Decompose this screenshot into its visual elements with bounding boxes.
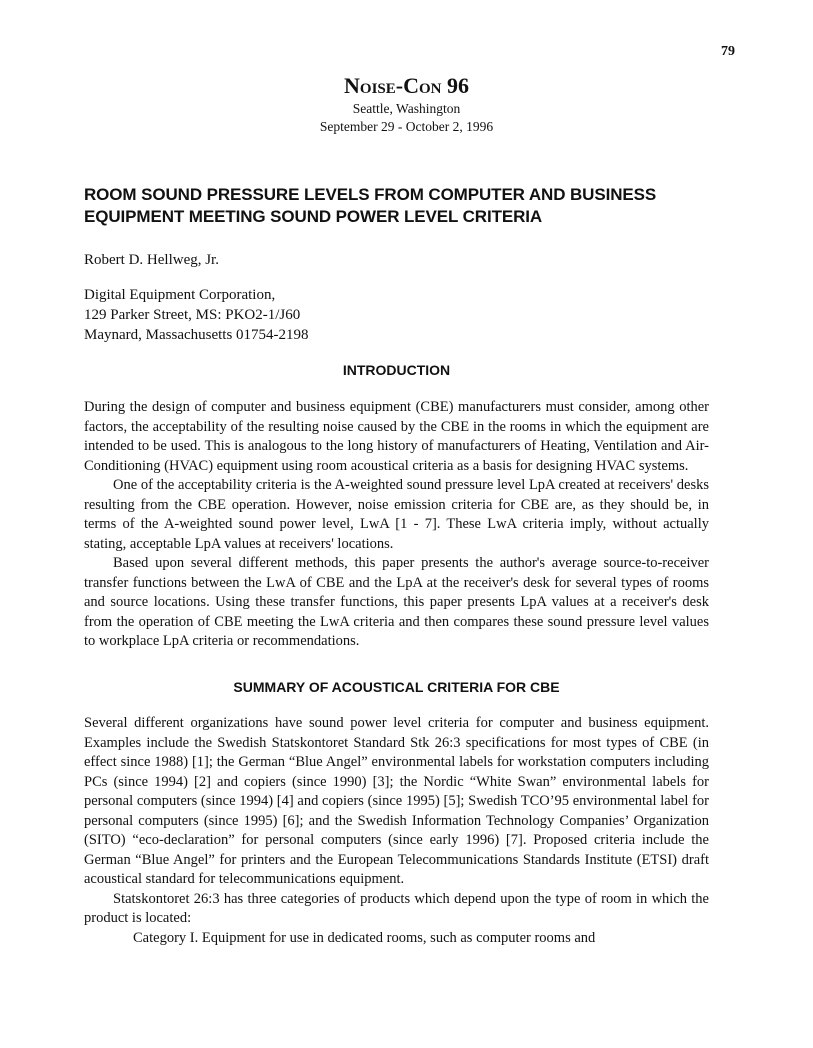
introduction-paragraph-3: Based upon several different methods, this paper presents the author's average source-to-receiver transfer functions between the LwA of CBE and the LpA at the receiver's desk for several types of rooms and source locations. Using these transfer functions, this paper presents LpA values at a receiver's desk from the operation of CBE meeting the LwA criteria and then compares these sound pressure level values to workplace LpA criteria or recommendations.: [84, 555, 709, 649]
author-affiliation: [84, 285, 309, 345]
conference-dates: September 29 - October 2, 1996: [319, 119, 494, 134]
paper-title: ROOM SOUND PRESSURE LEVELS FROM COMPUTER AND BUSINESS EQUIPMENT MEETING SOUND POWER LEVEL CRITERIA: [84, 185, 657, 226]
introduction-paragraph-2: One of the acceptability criteria is the A-weighted sound pressure level LpA created at receivers' desks resulting from the CBE operation. However, noise emission criteria for CBE are, as they should be, in terms of the A-weighted sound power level, LwA [1 - 7]. These LwA criteria imply, without actually stating, acceptable LpA values at receivers' locations.: [84, 477, 709, 552]
summary-paragraph-1: Several different organizations have sound power level criteria for computer and business equipment. Examples include the Swedish Statskontoret Standard Stk 26:3 specifications for most types of CBE (in effect since 1988) [1]; the German “Blue Angel” environmental labels for workstation computers including PCs (since 1994) [2] and copiers (since 1990) [3]; the Nordic “White Swan” environmental labels for personal computers (since 1994) [4] and copiers (since 1995) [5]; Swedish TCO’95 environmental label for personal computers (since 1995) [6]; and the Swedish Information Technology Companies’ Organization (SITO) “eco-declaration” for personal computers (since early 1996) [7]. Proposed criteria include the German “Blue Angel” for printers and the European Telecommunications Standards Institute (ETSI) draft acoustical standard for telecommunications equipment.: [84, 715, 709, 887]
affiliation-line-2: 129 Parker Street, MS: PKO2-1/J60: [84, 307, 301, 323]
summary-body: [84, 714, 709, 948]
conference-title-number: 96: [446, 73, 469, 98]
introduction-paragraph-1: During the design of computer and business equipment (CBE) manufacturers must consider, among other factors, the acceptability of the resulting noise caused by the CBE in the rooms in which the equipment are intended to be used. This is analogous to the long history of manufacturers of Heating, Ventilation and Air-Conditioning (HVAC) equipment using room acoustical criteria as a basis for designing HVAC systems.: [84, 399, 709, 474]
summary-paragraph-2: Statskontoret 26:3 has three categories of products which depend upon the type of room in which the product is located:: [84, 890, 709, 926]
page-number: 79: [721, 44, 735, 59]
author-name: Robert D. Hellweg, Jr.: [84, 252, 219, 268]
conference-header: [0, 72, 813, 136]
affiliation-line-1: Digital Equipment Corporation,: [84, 287, 276, 303]
affiliation-line-3: Maynard, Massachusetts 01754-2198: [84, 327, 309, 343]
section-heading-summary: SUMMARY OF ACOUSTICAL CRITERIA FOR CBE: [233, 679, 560, 695]
conference-title-prefix: Noise-Con: [344, 73, 442, 98]
section-heading-introduction: INTRODUCTION: [342, 362, 451, 378]
conference-title: [0, 72, 813, 100]
introduction-body: [84, 398, 709, 652]
summary-category-1: Category I. Equipment for use in dedicated rooms, such as computer rooms and: [133, 929, 596, 946]
conference-location: Seattle, Washington: [352, 101, 461, 116]
